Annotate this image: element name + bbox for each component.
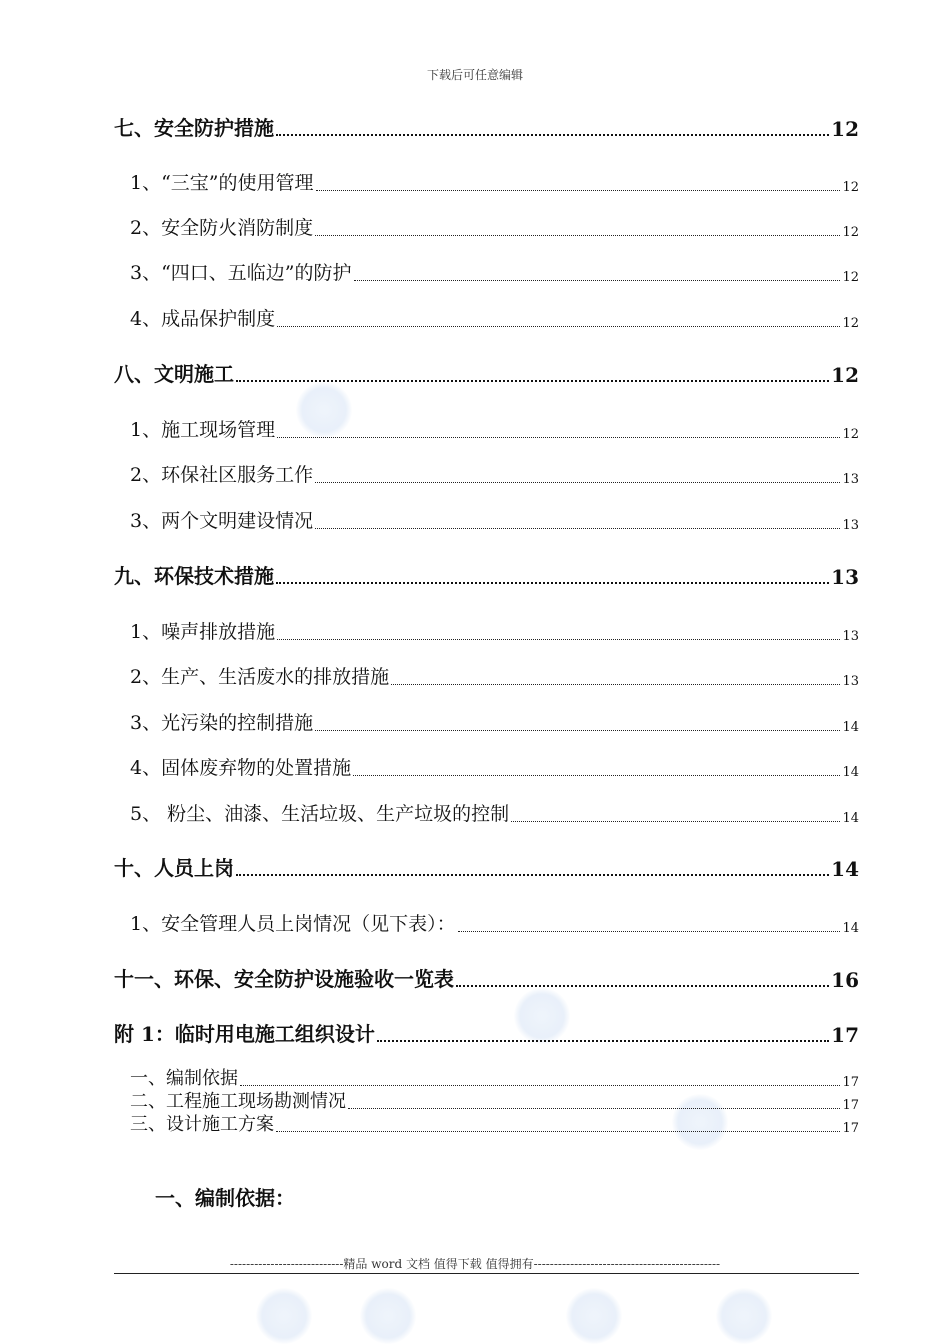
toc-entry-label: 4、固体废弃物的处置措施 [130, 757, 352, 779]
toc-entry-page-number: 13 [842, 518, 859, 533]
toc-leader-dots [276, 582, 829, 584]
toc-leader-dots [348, 1108, 840, 1109]
toc-entry[interactable] [114, 963, 859, 992]
toc-entry-page-number: 17 [842, 1121, 859, 1136]
toc-entry-page-number: 13 [842, 472, 859, 487]
toc-leader-dots [315, 482, 840, 483]
footer-divider [114, 1273, 859, 1274]
toc-entry[interactable] [130, 662, 859, 689]
toc-leader-dots [236, 874, 829, 876]
toc-entry-label: 十、人员上岗 [114, 856, 234, 880]
watermark-emblem [566, 1288, 622, 1344]
toc-entry-label: 1、“三宝”的使用管理 [130, 172, 314, 194]
toc-leader-dots [315, 730, 840, 731]
toc-entry[interactable] [114, 852, 859, 881]
toc-leader-dots [456, 985, 829, 987]
toc-entry-page-number: 12 [842, 316, 859, 331]
toc-leader-dots [277, 639, 840, 640]
toc-leader-dots [458, 931, 841, 932]
toc-entry-label: 3、光污染的控制措施 [130, 712, 314, 734]
toc-entry[interactable] [114, 1018, 859, 1047]
toc-entry[interactable] [130, 168, 859, 195]
toc-entry-page-number: 17 [842, 1098, 859, 1113]
toc-leader-dots [276, 134, 829, 136]
toc-entry-page-number: 13 [842, 629, 859, 644]
toc-leader-dots [354, 280, 841, 281]
page-header: 下载后可任意编辑 [426, 68, 523, 82]
toc-entry-page-number: 12 [831, 363, 859, 387]
toc-leader-dots [377, 1040, 829, 1042]
toc-leader-dots [236, 380, 829, 382]
section-heading: 一、编制依据： [155, 1186, 295, 1210]
toc-entry[interactable] [130, 304, 859, 331]
toc-entry-page-number: 14 [842, 811, 859, 826]
toc-leader-dots [315, 235, 840, 236]
toc-entry-page-number: 16 [831, 968, 859, 992]
toc-entry-page-number: 14 [842, 921, 859, 936]
toc-entry-page-number: 13 [842, 674, 859, 689]
toc-leader-dots [315, 528, 840, 529]
toc-entry-page-number: 14 [842, 720, 859, 735]
toc-entry-page-number: 12 [842, 270, 859, 285]
watermark-emblem [360, 1288, 416, 1344]
toc-entry[interactable] [130, 506, 859, 533]
toc-entry-label: 3、两个文明建设情况 [130, 510, 314, 532]
toc-entry-label: 附 1：临时用电施工组织设计 [114, 1022, 375, 1046]
toc-entry[interactable] [130, 909, 859, 936]
toc-entry[interactable] [114, 358, 859, 387]
toc-entry[interactable] [130, 460, 859, 487]
toc-entry-label: 5、 粉尘、油漆、生活垃圾、生产垃圾的控制 [130, 803, 510, 825]
toc-leader-dots [276, 1131, 840, 1132]
toc-leader-dots [511, 821, 840, 822]
toc-entry-label: 1、噪声排放措施 [130, 621, 276, 643]
toc-entry-label: 2、安全防火消防制度 [130, 217, 314, 239]
toc-entry-label: 七、安全防护措施 [114, 116, 274, 140]
toc-entry-label: 二、工程施工现场勘测情况 [130, 1091, 346, 1112]
toc-leader-dots [353, 775, 840, 776]
toc-entry[interactable] [130, 753, 859, 780]
toc-entry[interactable] [130, 617, 859, 644]
toc-entry-label: 九、环保技术措施 [114, 564, 274, 588]
toc-leader-dots [277, 326, 840, 327]
toc-entry-label: 4、成品保护制度 [130, 308, 276, 330]
toc-entry-page-number: 12 [831, 117, 859, 141]
toc-entry-page-number: 17 [831, 1023, 859, 1047]
toc-entry[interactable] [130, 1110, 859, 1136]
toc-entry[interactable] [130, 415, 859, 442]
toc-leader-dots [277, 437, 840, 438]
toc-entry-label: 2、生产、生活废水的排放措施 [130, 666, 390, 688]
toc-entry-label: 1、安全管理人员上岗情况（见下表）： [130, 913, 456, 935]
toc-entry-page-number: 17 [842, 1075, 859, 1090]
toc-entry-page-number: 12 [842, 427, 859, 442]
toc-entry-page-number: 12 [842, 180, 859, 195]
toc-entry-label: 一、编制依据 [130, 1068, 238, 1089]
toc-entry-page-number: 14 [831, 857, 859, 881]
toc-entry-label: 2、环保社区服务工作 [130, 464, 314, 486]
toc-leader-dots [240, 1085, 840, 1086]
toc-entry-label: 十一、环保、安全防护设施验收一览表 [114, 967, 454, 991]
toc-entry[interactable] [130, 799, 859, 826]
toc-entry-label: 三、设计施工方案 [130, 1114, 274, 1135]
watermark-emblem [256, 1288, 312, 1344]
toc-leader-dots [391, 684, 840, 685]
footer-text: ----------------------------精品 word 文档 值得下载 值得拥有---------------------------------------------- [229, 1257, 721, 1271]
toc-entry[interactable] [130, 213, 859, 240]
toc-entry[interactable] [114, 560, 859, 589]
watermark-emblem [716, 1288, 772, 1344]
toc-entry-label: 八、文明施工 [114, 362, 234, 386]
toc-entry-page-number: 14 [842, 765, 859, 780]
toc-entry-page-number: 12 [842, 225, 859, 240]
toc-entry[interactable] [114, 112, 859, 141]
toc-entry-label: 1、施工现场管理 [130, 419, 276, 441]
toc-leader-dots [316, 190, 841, 191]
toc-entry-label: 3、“四口、五临边”的防护 [130, 262, 352, 284]
toc-entry-page-number: 13 [831, 565, 859, 589]
toc-entry[interactable] [130, 258, 859, 285]
toc-entry[interactable] [130, 708, 859, 735]
